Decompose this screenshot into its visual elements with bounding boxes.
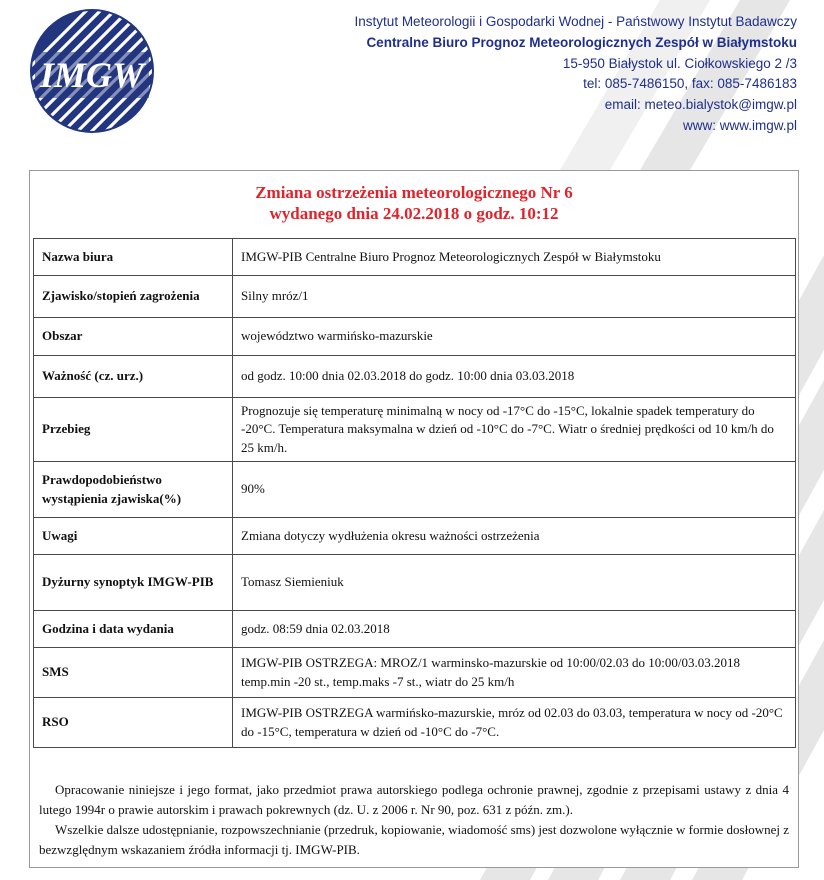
table-row: [34, 239, 796, 276]
row-label: Godzina i data wydania: [34, 611, 233, 648]
row-value: Zmiana dotyczy wydłużenia okresu ważności ostrzeżenia: [233, 518, 796, 555]
row-value: Tomasz Siemieniuk: [233, 555, 796, 611]
header-website: www: www.imgw.pl: [682, 117, 797, 133]
header-email: email: meteo.bialystok@imgw.pl: [604, 97, 797, 113]
row-value: od godz. 10:00 dnia 02.03.2018 do godz. 10:00 dnia 03.03.2018: [233, 356, 796, 398]
row-label: Ważność (cz. urz.): [34, 356, 233, 398]
row-value: 90%: [233, 462, 796, 518]
row-label: Dyżurny synoptyk IMGW-PIB: [34, 555, 233, 611]
table-row: [34, 555, 796, 611]
row-value: województwo warmińsko-mazurskie: [233, 318, 796, 356]
warning-details-table: [33, 238, 796, 748]
warning-title-line1: Zmiana ostrzeżenia meteorologicznego Nr 6: [255, 183, 573, 202]
table-row: [34, 648, 796, 698]
header-institute-name: Instytut Meteorologii i Gospodarki Wodnej - Państwowy Instytut Badawczy: [354, 14, 797, 29]
copyright-notice: [30, 776, 798, 860]
header-phone: tel: 085-7486150, fax: 085-7486183: [583, 76, 797, 92]
row-value: Prognozuje się temperaturę minimalną w nocy od -17°C do -15°C, lokalnie spadek temperatury do -20°C. Temperatura maksymalna w dzień od -10°C do -7°C. Wiatr o średniej prędkości od 10 km/h do 25 km/h.: [233, 398, 796, 462]
imgw-logo: [29, 8, 155, 134]
row-label: Zjawisko/stopień zagrożenia: [34, 276, 233, 318]
row-label: Nazwa biura: [34, 239, 233, 276]
row-label: Uwagi: [34, 518, 233, 555]
row-label: Prawdopodobieństwo wystąpienia zjawiska(%): [34, 462, 233, 518]
table-row: [34, 276, 796, 318]
row-label: RSO: [34, 698, 233, 748]
header-address: 15-950 Białystok ul. Ciołkowskiego 2 /3: [562, 55, 797, 71]
row-value: Silny mróz/1: [233, 276, 796, 318]
header-office-name: Centralne Biuro Prognoz Meteorologicznych Zespół w Białymstoku: [366, 34, 797, 50]
distribution-paragraph: Wszelkie dalsze udostępnianie, rozpowszechnianie (przedruk, kopiowanie, wiadomość sms) jest dozwolone wyłącznie w formie dosłownej z bezwzględnym wskazaniem źródła informacji tj. IMGW-PIB.: [39, 822, 789, 857]
row-label: Przebieg: [34, 398, 233, 462]
row-label: SMS: [34, 648, 233, 698]
table-row: [34, 462, 796, 518]
table-row: [34, 318, 796, 356]
warning-title-line2: wydanego dnia 24.02.2018 o godz. 10:12: [269, 204, 559, 223]
table-row: [34, 356, 796, 398]
logo-text: IMGW: [39, 55, 145, 95]
table-row: [34, 398, 796, 462]
row-value: IMGW-PIB OSTRZEGA: MROZ/1 warminsko-mazurskie od 10:00/02.03 do 10:00/03.03.2018 temp.min -20 st., temp.maks -7 st., wiatr do 25 km/h: [233, 648, 796, 698]
warning-document: [29, 170, 799, 868]
row-value: IMGW-PIB Centralne Biuro Prognoz Meteorologicznych Zespół w Białymstoku: [233, 239, 796, 276]
institution-header: [355, 12, 797, 137]
row-label: Obszar: [34, 318, 233, 356]
row-value: IMGW-PIB OSTRZEGA warmińsko-mazurskie, mróz od 02.03 do 03.03, temperatura w nocy od -20°C do -15°C, temperatura w dzień od -10°C do -7°C.: [233, 698, 796, 748]
table-row: [34, 518, 796, 555]
table-row: [34, 611, 796, 648]
copyright-paragraph: Opracowanie niniejsze i jego format, jako przedmiot prawa autorskiego podlega ochronie prawnej, zgodnie z przepisami ustawy z dnia 4 lutego 1994r o prawie autorskim i prawach pokrewnych (dz. U. z 2006 r. Nr 90, poz. 631 z późn. zm.).: [39, 782, 789, 817]
row-value: godz. 08:59 dnia 02.03.2018: [233, 611, 796, 648]
warning-title: [30, 171, 798, 238]
table-row: [34, 698, 796, 748]
